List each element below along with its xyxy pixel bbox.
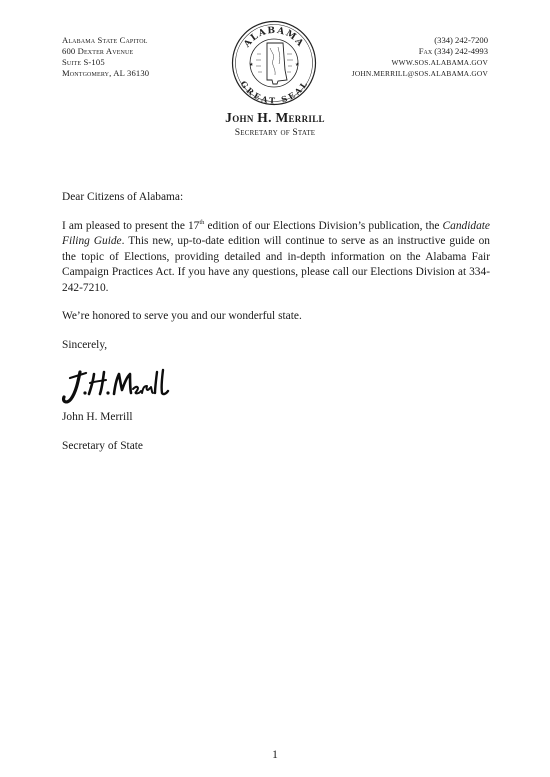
phone-number: (334) 242-7200	[434, 35, 488, 45]
p1-part-a: I am pleased to present the 17	[62, 219, 200, 232]
address-line-2: 600 Dexter Avenue	[62, 46, 134, 56]
sender-title: Secretary of State	[234, 127, 316, 138]
signature-icon	[60, 366, 172, 408]
email: JOHN.MERRILL@SOS.ALABAMA.GOV	[351, 69, 488, 78]
signed-title: Secretary of State	[62, 439, 143, 452]
p1-part-b: edition of our Elections Division’s publication, the	[204, 219, 443, 232]
paragraph-1	[62, 219, 490, 297]
p1-superscript: th	[199, 218, 205, 226]
seal-bottom-text: GREAT SEAL	[238, 78, 310, 106]
sender-name: John H. Merrill	[225, 110, 325, 125]
page-number: 1	[272, 749, 278, 761]
p1-part-c: . This new, up-to-date edition will continue to serve as an instructive guide on the topic of Elections, providing detailed and in-depth information on the Alabama Fair Campaign Practices Act. If you have any questions, please call our Elections Division at 334-242-7210.	[62, 235, 491, 294]
seal-top-text: ALABAMA	[242, 25, 306, 50]
sender-address	[62, 35, 149, 79]
website: WWW.SOS.ALABAMA.GOV	[391, 58, 488, 67]
great-seal-icon	[231, 20, 317, 106]
svg-text:ALABAMA	[242, 26, 306, 51]
signed-name: John H. Merrill	[62, 411, 133, 423]
letter-body	[62, 190, 490, 467]
paragraph-2: We’re honored to serve you and our wonderful state.	[62, 310, 302, 322]
salutation: Dear Citizens of Alabama:	[62, 191, 184, 203]
svg-text:★: ★	[249, 63, 254, 68]
svg-text:★: ★	[295, 63, 300, 68]
contact-block	[352, 35, 488, 79]
address-line-3: Suite S-105	[62, 57, 105, 67]
fax-number: Fax (334) 242-4993	[418, 46, 488, 56]
address-line-4: Montgomery, AL 36130	[62, 68, 150, 78]
closing: Sincerely,	[62, 338, 108, 351]
svg-text:GREAT SEAL	[238, 79, 309, 106]
publication-title: Candidate Filing Guide	[62, 219, 490, 247]
address-line-1: Alabama State Capitol	[62, 35, 148, 45]
